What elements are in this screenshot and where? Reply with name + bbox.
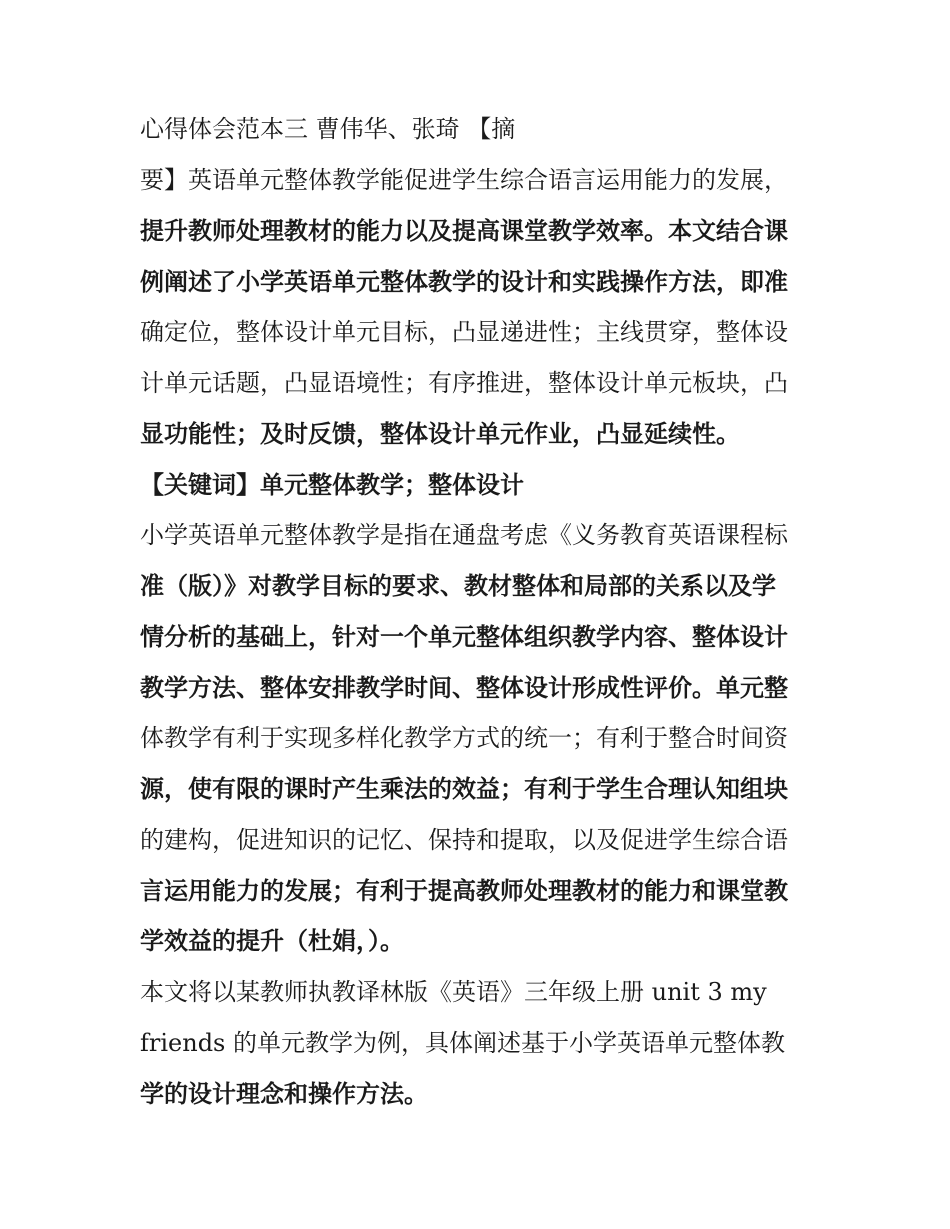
text-line-18: 本文将以某教师执教译林版《英语》三年级上册 unit 3 my (140, 978, 767, 1006)
text-line-19: friends 的单元教学为例，具体阐述基于小学英语单元整体教 (140, 1029, 785, 1057)
text-line-20: 学的设计理念和操作方法。 (140, 1080, 428, 1108)
text-line-6: 计单元话题，凸显语境性；有序推进，整体设计单元板块，凸 (140, 369, 788, 397)
text-line-12: 教学方法、整体安排教学时间、整体设计形成性评价。单元整 (140, 674, 788, 702)
text-line-14: 源，使有限的课时产生乘法的效益；有利于学生合理认知组块 (140, 775, 788, 803)
text-line-7: 显功能性；及时反馈，整体设计单元作业，凸显延续性。 (140, 420, 740, 448)
text-line-1: 心得体会范本三 曹伟华、张琦 【摘 (140, 115, 516, 143)
text-line-16: 言运用能力的发展；有利于提高教师处理教材的能力和课堂教 (140, 877, 788, 905)
text-line-9: 小学英语单元整体教学是指在通盘考虑《义务教育英语课程标 (140, 521, 788, 549)
text-line-15: 的建构，促进知识的记忆、保持和提取，以及促进学生综合语 (140, 826, 788, 854)
text-line-5: 确定位，整体设计单元目标，凸显递进性；主线贯穿，整体设 (140, 318, 788, 346)
text-line-4: 例阐述了小学英语单元整体教学的设计和实践操作方法，即准 (140, 268, 788, 296)
text-line-10: 准（版）》对教学目标的要求、教材整体和局部的关系以及学 (140, 572, 776, 600)
text-line-3: 提升教师处理教材的能力以及提高课堂教学效率。本文结合课 (140, 217, 788, 245)
text-line-2: 要】英语单元整体教学能促进学生综合语言运用能力的发展， (140, 166, 788, 194)
text-line-11: 情分析的基础上，针对一个单元整体组织教学内容、整体设计 (140, 623, 788, 651)
text-line-13: 体教学有利于实现多样化教学方式的统一；有利于整合时间资 (140, 724, 788, 752)
keywords-line: 【关键词】单元整体教学；整体设计 (140, 471, 524, 499)
text-line-17: 学效益的提升（杜娟，）。 (140, 927, 404, 955)
